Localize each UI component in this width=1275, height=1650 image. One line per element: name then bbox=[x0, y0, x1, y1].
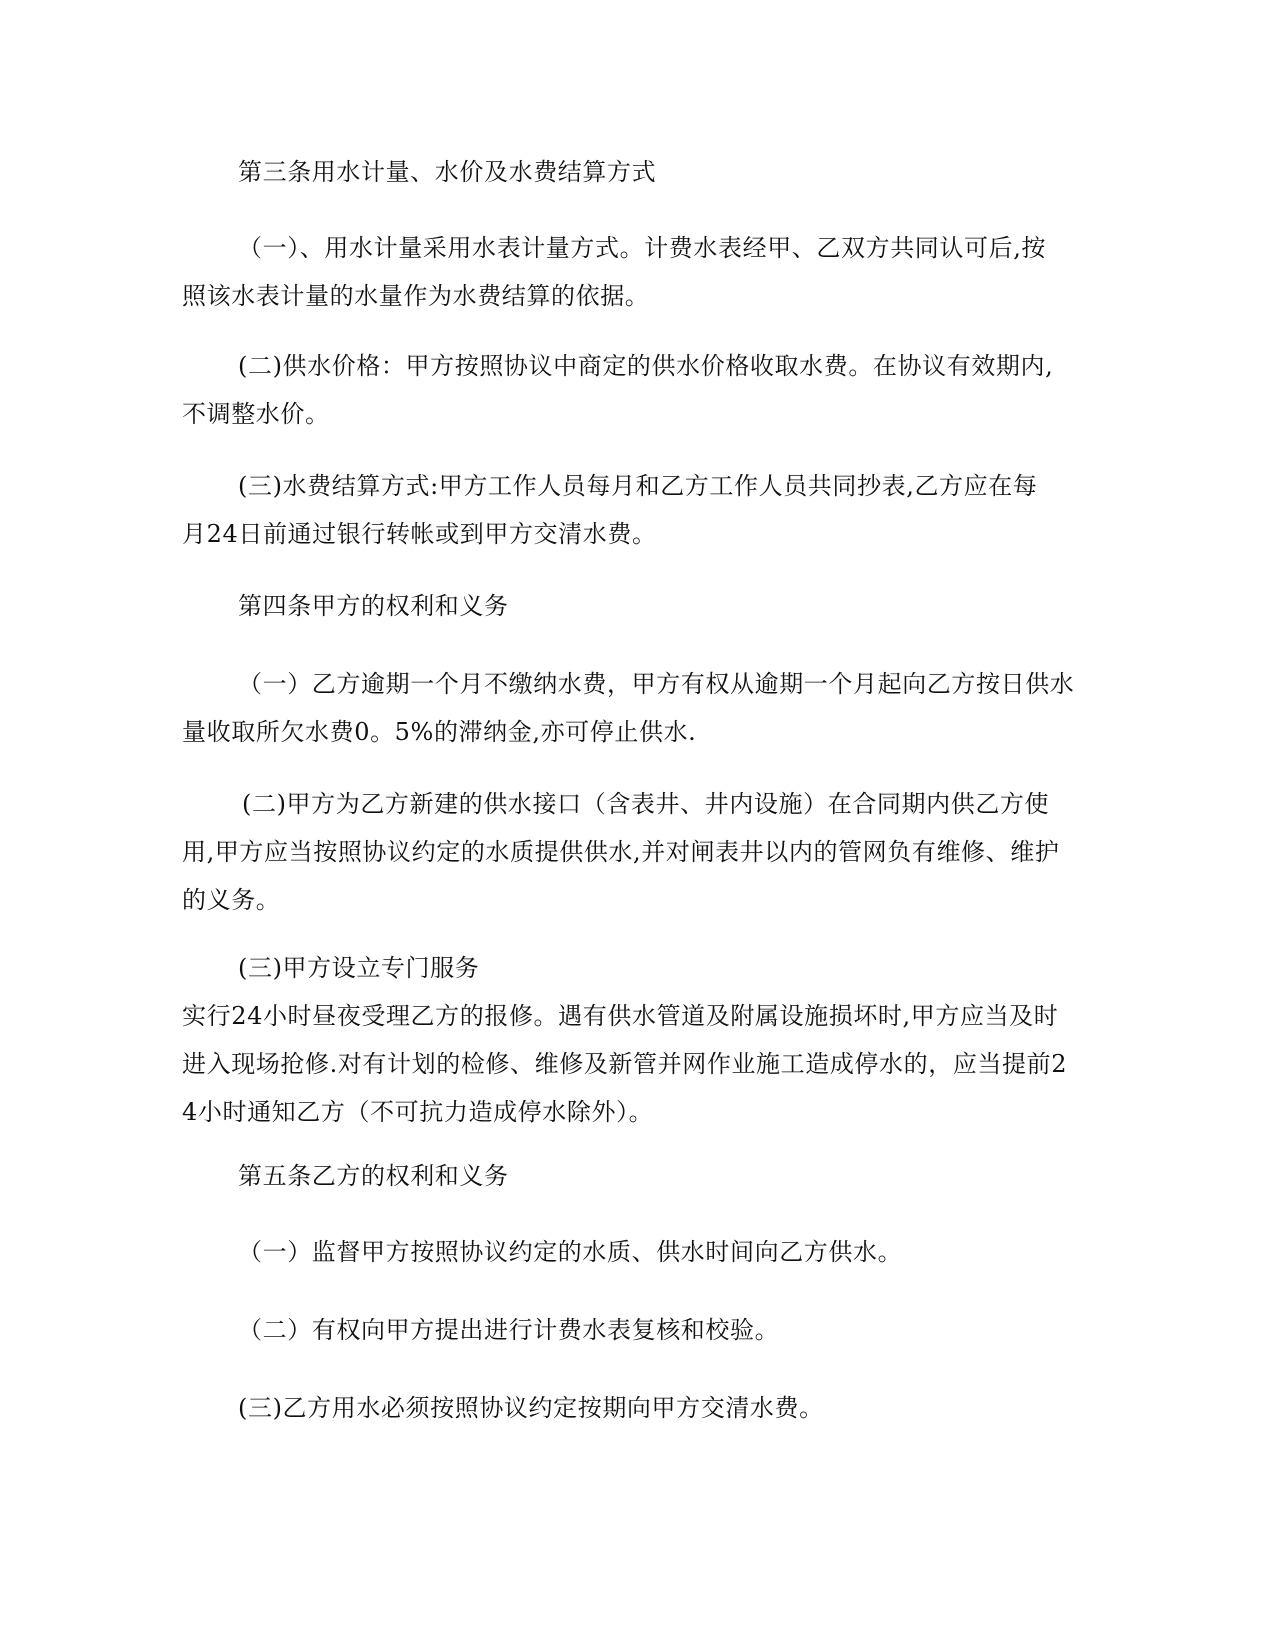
paragraph-line: (二)甲方为乙方新建的供水接口（含表井、井内设施）在合同期内供乙方使 bbox=[242, 790, 1050, 818]
article3-title bbox=[182, 148, 1087, 196]
article4-paragraph-2 bbox=[182, 780, 1087, 924]
paragraph-line: （一）乙方逾期一个月不缴纳水费，甲方有权从逾期一个月起向乙方按日供水 bbox=[238, 670, 1075, 698]
paragraph-line: (二)供水价格：甲方按照协议中商定的供水价格收取水费。在协议有效期内, bbox=[238, 352, 1054, 380]
article5-paragraph-3 bbox=[182, 1384, 1087, 1432]
article3-paragraph-1 bbox=[182, 224, 1087, 320]
paragraph-line: 月24日前通过银行转帐或到甲方交清水费。 bbox=[182, 520, 657, 548]
article5-paragraph-2 bbox=[182, 1306, 1087, 1354]
article4-paragraph-3 bbox=[182, 944, 1087, 1136]
article3-paragraph-3 bbox=[182, 462, 1087, 558]
paragraph-line: (三)水费结算方式:甲方工作人员每月和乙方工作人员共同抄表,乙方应在每 bbox=[238, 472, 1038, 500]
paragraph-line: 4小时通知乙方（不可抗力造成停水除外）。 bbox=[182, 1098, 654, 1126]
paragraph-line: 的义务。 bbox=[182, 886, 281, 914]
paragraph-line: 进入现场抢修.对有计划的检修、维修及新管并网作业施工造成停水的，应当提前2 bbox=[182, 1050, 1068, 1078]
article4-title-text: 第四条甲方的权利和义务 bbox=[238, 592, 509, 620]
article4-paragraph-1 bbox=[182, 660, 1087, 756]
paragraph-line: 用,甲方应当按照协议约定的水质提供供水,并对闸表井以内的管网负有维修、维护 bbox=[182, 838, 1060, 866]
paragraph-line: 不调整水价。 bbox=[182, 400, 330, 428]
paragraph-line: （一）监督甲方按照协议约定的水质、供水时间向乙方供水。 bbox=[238, 1238, 903, 1266]
paragraph-line: （一）、用水计量采用水表计量方式。计费水表经甲、乙双方共同认可后,按 bbox=[238, 234, 1047, 262]
article5-paragraph-1 bbox=[182, 1228, 1087, 1276]
article5-title bbox=[182, 1152, 1087, 1200]
paragraph-line: (三)甲方设立专门服务 bbox=[238, 954, 480, 982]
article5-title-text: 第五条乙方的权利和义务 bbox=[238, 1162, 509, 1190]
article3-paragraph-2 bbox=[182, 342, 1087, 438]
paragraph-line: 照该水表计量的水量作为水费结算的依据。 bbox=[182, 282, 650, 310]
paragraph-line: (三)乙方用水必须按照协议约定按期向甲方交清水费。 bbox=[238, 1394, 824, 1422]
article4-title bbox=[182, 582, 1087, 630]
article3-title-text: 第三条用水计量、水价及水费结算方式 bbox=[238, 158, 657, 186]
paragraph-line: 量收取所欠水费0。5%的滞纳金,亦可停止供水. bbox=[182, 718, 697, 746]
paragraph-line: 实行24小时昼夜受理乙方的报修。遇有供水管道及附属设施损坏时,甲方应当及时 bbox=[182, 1002, 1059, 1030]
paragraph-line: （二）有权向甲方提出进行计费水表复核和校验。 bbox=[238, 1316, 780, 1344]
